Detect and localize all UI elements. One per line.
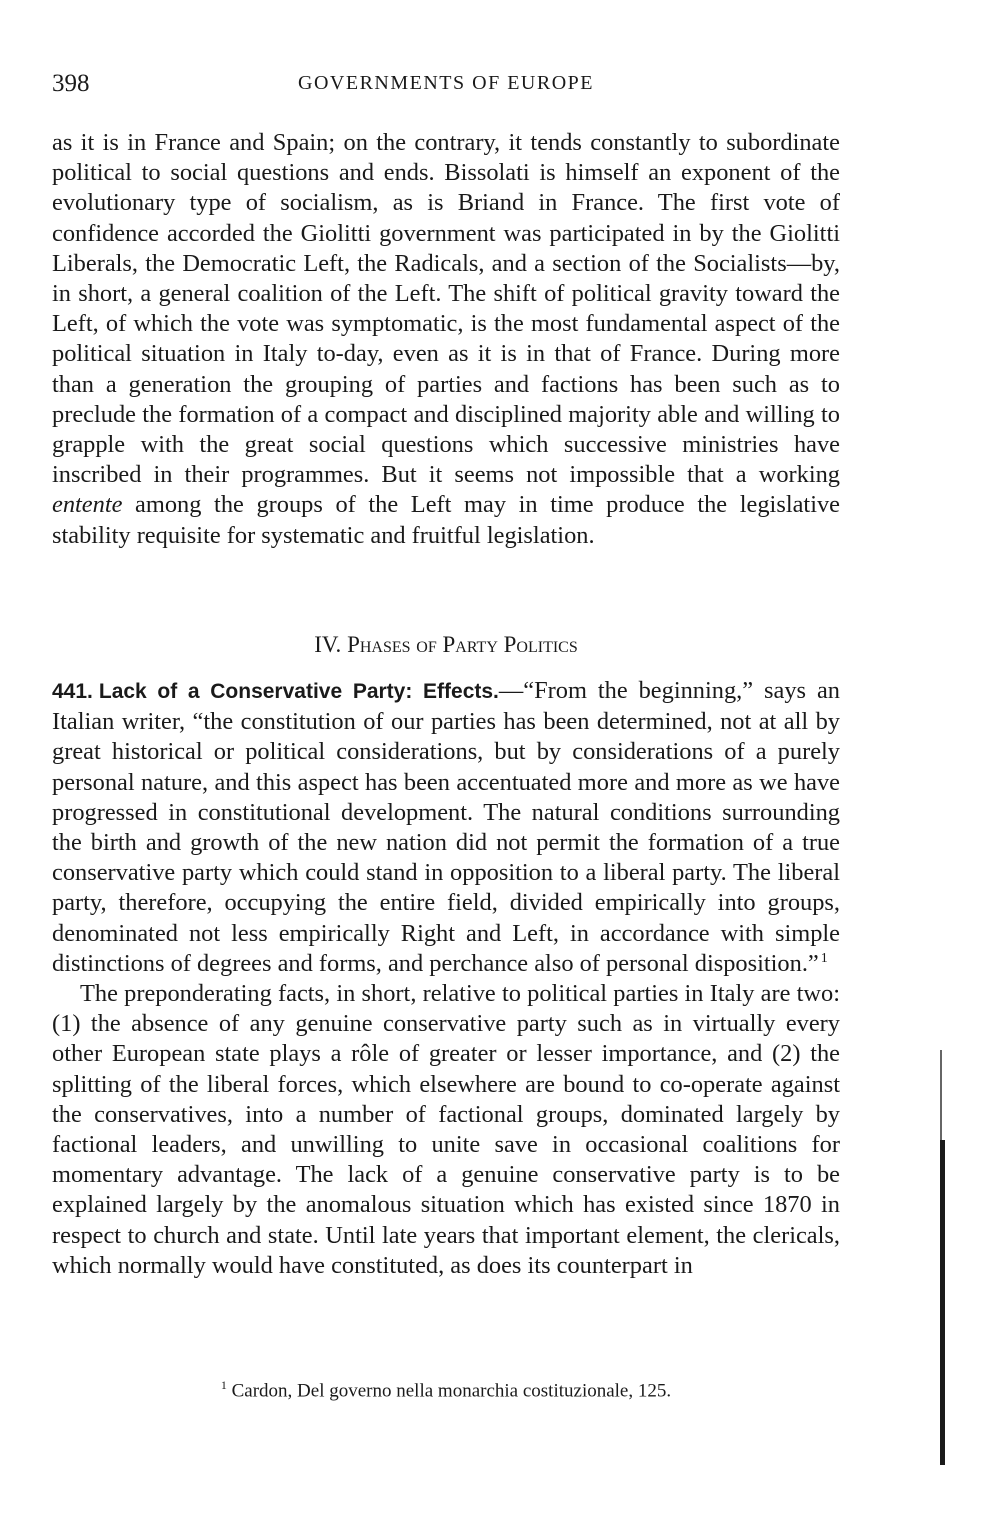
paragraph-heading-text: Lack of a Conservative Party: Effects. xyxy=(98,680,499,703)
page-header xyxy=(52,70,840,104)
section-body xyxy=(52,676,840,1281)
italic-term: entente xyxy=(52,491,123,519)
paragraph-preponderating-facts: The preponderating facts, in short, relative to political parties in Italy are two: (1) the absence of any genuine conservative party such as in virtually every other European state plays a rôle of greater or lesser importance, and (2) the splitting of the liberal forces, which elsewhere are bound to co-operate against the conservatives, into a number of factional groups, dominated largely by factional leaders, and unwilling to unite save in occasional coalitions for momentary advantage. The lack of a genuine conservative party is to be explained largely by the anomalous situation which has existed since 1870 in respect to church and state. Until late years that important element, the clericals, which normally would have constituted, as does its counterpart in xyxy=(52,980,840,1279)
text-after-italic: among the groups of the Left may in time produce the legislative stability requisite for systematic and fruitful legislation. xyxy=(52,491,840,549)
page-number: 398 xyxy=(52,70,90,97)
paragraph-441 xyxy=(52,676,840,979)
footnote-reference[interactable]: 1 xyxy=(820,950,828,966)
running-head: GOVERNMENTS OF EUROPE xyxy=(298,72,594,94)
footnote-marker: 1 xyxy=(220,1378,227,1392)
section-heading xyxy=(52,632,840,658)
paragraph-continuation xyxy=(52,128,840,551)
text-before-italic: as it is in France and Spain; on the contrary, it tends constantly to subordinate political to social questions and ends. Bissolati is himself an exponent of the evolutionary type of socialism, as is Briand in France. The first vote of confidence accorded the Giolitti government was participated in by the Giolitti Liberals, the Democratic Left, the Radicals, and a section of the Socialists—by, in short, a general coalition of the Left. The shift of political gravity toward the Left, of which the vote was symptomatic, is the most fundamental aspect of the political situation in Italy to-day, even as it is in that of France. During more than a generation the grouping of parties and factions has been such as to preclude the formation of a compact and disciplined majority able and willing to grapple with the great social questions which successive ministries have inscribed in their programmes. But it seems not impossible that a working xyxy=(52,129,840,489)
section-title: Phases of Party Politics xyxy=(347,632,578,657)
paragraph-441-text: —“From the beginning,” says an Italian writer, “the constitution of our parties has been determined, not at all by great historical or political considerations, but by considerations of a purely personal nature, and this aspect has been accentuated more and more as we have progressed in constitutional development. The natural conditions surrounding the birth and growth of the new nation did not permit the formation of a true conservative party which could stand in opposition to a liberal party. The liberal party, therefore, occupying the entire field, divided empirically into groups, denominated not less empirically Right and Left, in accordance with simple distinctions of degrees and forms, and perchance also of personal disposition.” xyxy=(52,677,840,977)
paragraph-number: 441. xyxy=(52,680,93,703)
footnote xyxy=(52,1378,840,1402)
margin-mark xyxy=(940,1140,945,1465)
margin-mark-faint xyxy=(940,1050,942,1140)
section-numeral: IV. xyxy=(314,632,342,657)
continued-paragraph xyxy=(52,128,840,551)
footnote-text: Cardon, Del governo nella monarchia costituzionale, 125. xyxy=(231,1380,672,1402)
paragraph-heading xyxy=(52,680,499,703)
